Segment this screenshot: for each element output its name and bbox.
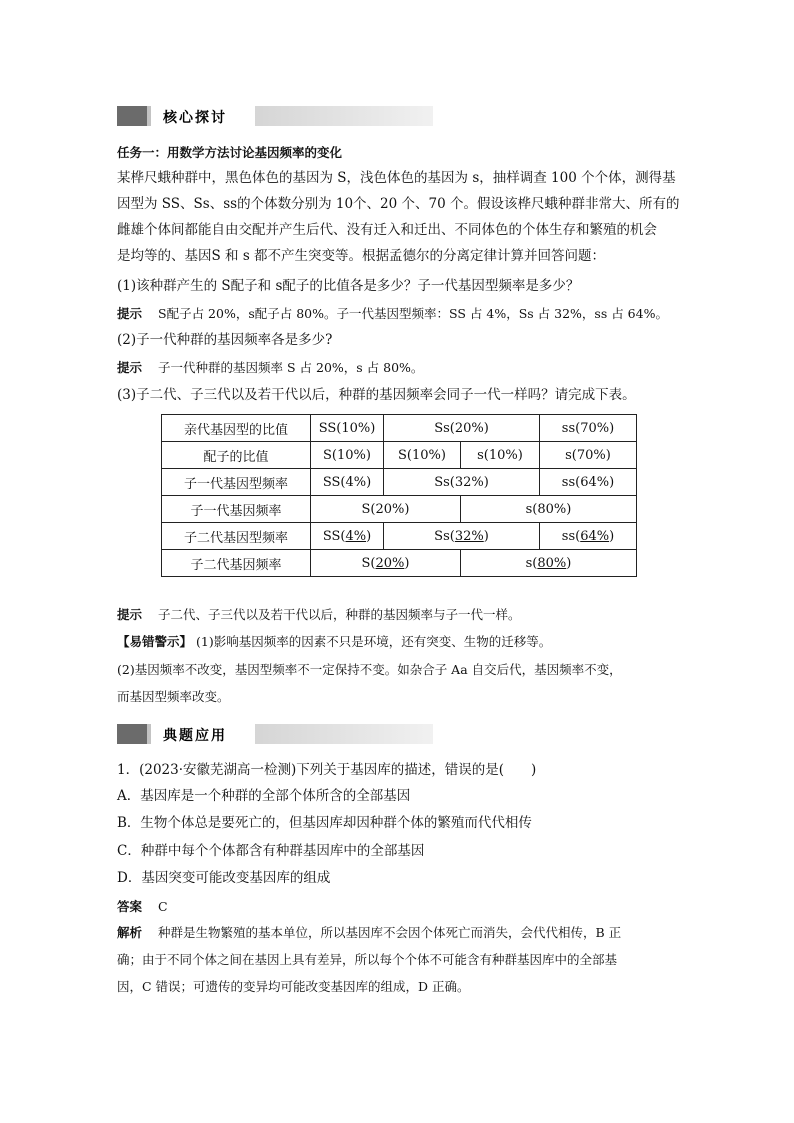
error-warning: 【易错警示】 (1)影响基因频率的因素不只是环境，还有突变、生物的迁移等。 — [117, 634, 552, 649]
question-2: (2)子一代种群的基因频率各是多少? — [117, 332, 333, 348]
question-3: (3)子二代、子三代以及若干代以后，种群的基因频率会同子一代一样吗？请完成下表。 — [117, 387, 636, 403]
section-title: 核心探讨 — [163, 110, 227, 126]
intro-line: 某桦尺蛾种群中，黑色体色的基因为 S，浅色体色的基因为 s，抽样调查 100 个个体，测得基 — [117, 170, 676, 186]
table-row: 子一代基因频率 S(20%) s(80%) — [162, 496, 637, 523]
section-title: 典题应用 — [163, 728, 227, 744]
table-row: 亲代基因型的比值 SS(10%) Ss(20%) ss(70%) — [162, 415, 637, 442]
section-header-core — [117, 106, 433, 126]
table-row: 子一代基因型频率 SS(4%) Ss(32%) ss(64%) — [162, 469, 637, 496]
option-b: B．生物个体总是要死亡的，但基因库却因种群个体的繁殖而代代相传 — [117, 815, 532, 831]
hint-3: 提示 子二代、子三代以及若干代以后，种群的基因频率与子一代一样。 — [117, 607, 521, 622]
question-stem: 1．(2023·安徽芜湖高一检测)下列关于基因库的描述，错误的是( ) — [117, 762, 537, 778]
intro-line: 是均等的、基因S 和 s 都不产生突变等。根据孟德尔的分离定律计算并回答问题： — [117, 248, 606, 264]
task-title: 任务一：用数学方法讨论基因频率的变化 — [117, 145, 343, 160]
analysis-line: 因，C 错误；可遗传的变异均可能改变基因库的组成，D 正确。 — [117, 979, 470, 994]
hint-2: 提示 子一代种群的基因频率 S 占 20%，s 占 80%。 — [117, 360, 424, 375]
error-warning-line: 而基因型频率改变。 — [117, 689, 230, 704]
answer: 答案 C — [117, 899, 168, 914]
error-warning-line: (2)基因频率不改变，基因型频率不一定保持不变。如杂合子 Aa 自交后代，基因频率不变， — [117, 662, 622, 677]
intro-line: 雌雄个体间都能自由交配并产生后代、没有迁入和迁出、不同体色的个体生存和繁殖的机会 — [117, 222, 657, 238]
genotype-frequency-table — [161, 414, 637, 577]
intro-line: 因型为 SS、Ss、ss的个体数分别为 10个、20 个、70 个。假设该桦尺蛾种群非常大、所有的 — [117, 196, 680, 212]
table-row: 配子的比值 S(10%) S(10%) s(10%) s(70%) — [162, 442, 637, 469]
table-row: 子二代基因型频率 SS(4%) Ss(32%) ss(64%) — [162, 523, 637, 550]
table-row: 子二代基因频率 S(20%) s(80%) — [162, 550, 637, 577]
option-a: A．基因库是一个种群的全部个体所含的全部基因 — [117, 788, 411, 804]
question-1: (1)该种群产生的 S配子和 s配子的比值各是多少？子一代基因型频率是多少？ — [117, 278, 580, 294]
section-header-typical — [117, 724, 433, 744]
option-d: D．基因突变可能改变基因库的组成 — [117, 870, 331, 886]
analysis-line: 确；由于不同个体之间在基因上具有差异，所以每个个体不可能含有种群基因库中的全部基 — [117, 952, 618, 967]
analysis-line: 解析 种群是生物繁殖的基本单位，所以基因库不会因个体死亡而消失，会代代相传，B 正 — [117, 925, 622, 940]
option-c: C．种群中每个个体都含有种群基因库中的全部基因 — [117, 843, 425, 859]
hint-1: 提示 S配子占 20%，s配子占 80%。子一代基因型频率：SS 占 4%，Ss 占 32%，ss 占 64%。 — [117, 306, 668, 321]
